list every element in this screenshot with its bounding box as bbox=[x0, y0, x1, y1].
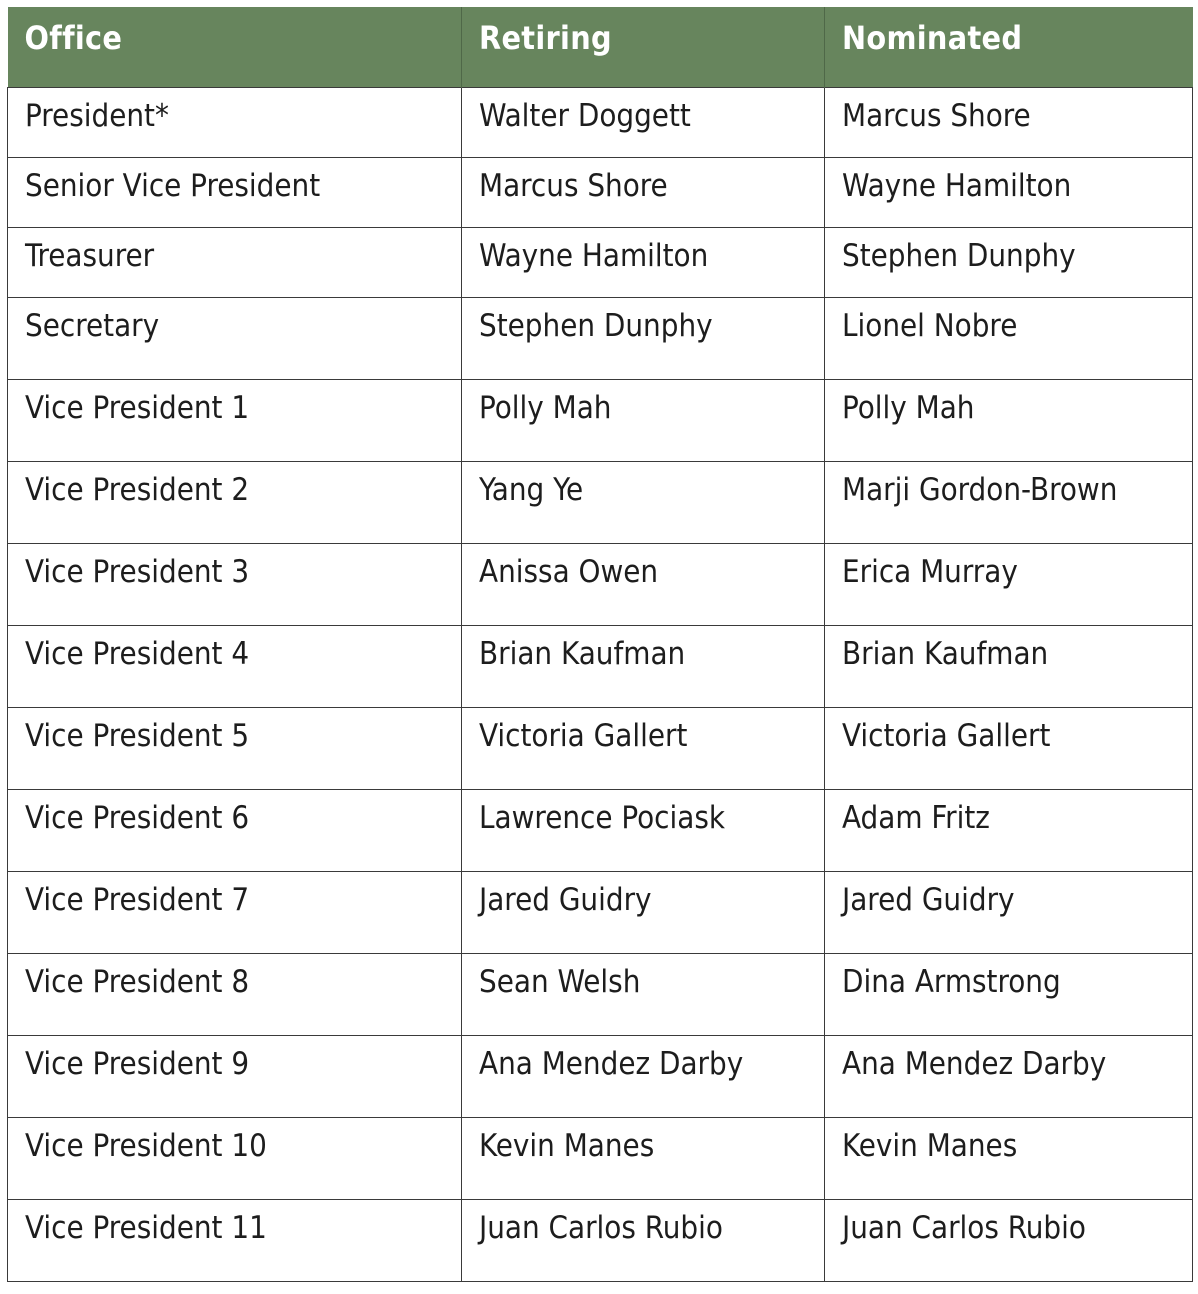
table-header bbox=[8, 7, 1193, 87]
office-cell: Vice President 5 bbox=[8, 707, 462, 789]
table-row bbox=[8, 1035, 1193, 1117]
table-row bbox=[8, 1199, 1193, 1281]
table-row bbox=[8, 871, 1193, 953]
table-row bbox=[8, 87, 1193, 157]
table-row bbox=[8, 461, 1193, 543]
office-cell: Vice President 4 bbox=[8, 625, 462, 707]
office-cell: Vice President 6 bbox=[8, 789, 462, 871]
retiring-cell: Polly Mah bbox=[462, 379, 825, 461]
nominated-cell: Wayne Hamilton bbox=[825, 157, 1193, 227]
nominated-cell: Dina Armstrong bbox=[825, 953, 1193, 1035]
office-cell: Vice President 3 bbox=[8, 543, 462, 625]
table-row bbox=[8, 543, 1193, 625]
nominated-cell: Victoria Gallert bbox=[825, 707, 1193, 789]
header-row bbox=[8, 7, 1193, 87]
retiring-cell: Yang Ye bbox=[462, 461, 825, 543]
retiring-cell: Ana Mendez Darby bbox=[462, 1035, 825, 1117]
office-cell: President* bbox=[8, 87, 462, 157]
nominated-cell: Marji Gordon-Brown bbox=[825, 461, 1193, 543]
office-cell: Vice President 8 bbox=[8, 953, 462, 1035]
table-row bbox=[8, 953, 1193, 1035]
table-row bbox=[8, 297, 1193, 379]
office-cell: Secretary bbox=[8, 297, 462, 379]
officers-table bbox=[7, 7, 1193, 1282]
retiring-cell: Victoria Gallert bbox=[462, 707, 825, 789]
retiring-cell: Kevin Manes bbox=[462, 1117, 825, 1199]
nominated-cell: Jared Guidry bbox=[825, 871, 1193, 953]
nominated-cell: Lionel Nobre bbox=[825, 297, 1193, 379]
nominated-cell: Polly Mah bbox=[825, 379, 1193, 461]
nominated-cell: Brian Kaufman bbox=[825, 625, 1193, 707]
nominated-cell: Erica Murray bbox=[825, 543, 1193, 625]
office-cell: Treasurer bbox=[8, 227, 462, 297]
header-retiring: Retiring bbox=[462, 7, 825, 87]
header-office: Office bbox=[8, 7, 462, 87]
nominated-cell: Marcus Shore bbox=[825, 87, 1193, 157]
retiring-cell: Wayne Hamilton bbox=[462, 227, 825, 297]
retiring-cell: Sean Welsh bbox=[462, 953, 825, 1035]
office-cell: Vice President 10 bbox=[8, 1117, 462, 1199]
retiring-cell: Juan Carlos Rubio bbox=[462, 1199, 825, 1281]
retiring-cell: Walter Doggett bbox=[462, 87, 825, 157]
office-cell: Senior Vice President bbox=[8, 157, 462, 227]
office-cell: Vice President 11 bbox=[8, 1199, 462, 1281]
table-row bbox=[8, 227, 1193, 297]
table-row bbox=[8, 157, 1193, 227]
nominated-cell: Ana Mendez Darby bbox=[825, 1035, 1193, 1117]
table-row bbox=[8, 707, 1193, 789]
nominated-cell: Adam Fritz bbox=[825, 789, 1193, 871]
header-nominated: Nominated bbox=[825, 7, 1193, 87]
nominated-cell: Juan Carlos Rubio bbox=[825, 1199, 1193, 1281]
office-cell: Vice President 9 bbox=[8, 1035, 462, 1117]
table-row bbox=[8, 379, 1193, 461]
office-cell: Vice President 7 bbox=[8, 871, 462, 953]
nominated-cell: Kevin Manes bbox=[825, 1117, 1193, 1199]
table-row bbox=[8, 625, 1193, 707]
table-body bbox=[8, 87, 1193, 1281]
nominated-cell: Stephen Dunphy bbox=[825, 227, 1193, 297]
office-cell: Vice President 1 bbox=[8, 379, 462, 461]
retiring-cell: Stephen Dunphy bbox=[462, 297, 825, 379]
table-row bbox=[8, 789, 1193, 871]
retiring-cell: Jared Guidry bbox=[462, 871, 825, 953]
office-cell: Vice President 2 bbox=[8, 461, 462, 543]
retiring-cell: Marcus Shore bbox=[462, 157, 825, 227]
retiring-cell: Brian Kaufman bbox=[462, 625, 825, 707]
retiring-cell: Anissa Owen bbox=[462, 543, 825, 625]
retiring-cell: Lawrence Pociask bbox=[462, 789, 825, 871]
table-row bbox=[8, 1117, 1193, 1199]
